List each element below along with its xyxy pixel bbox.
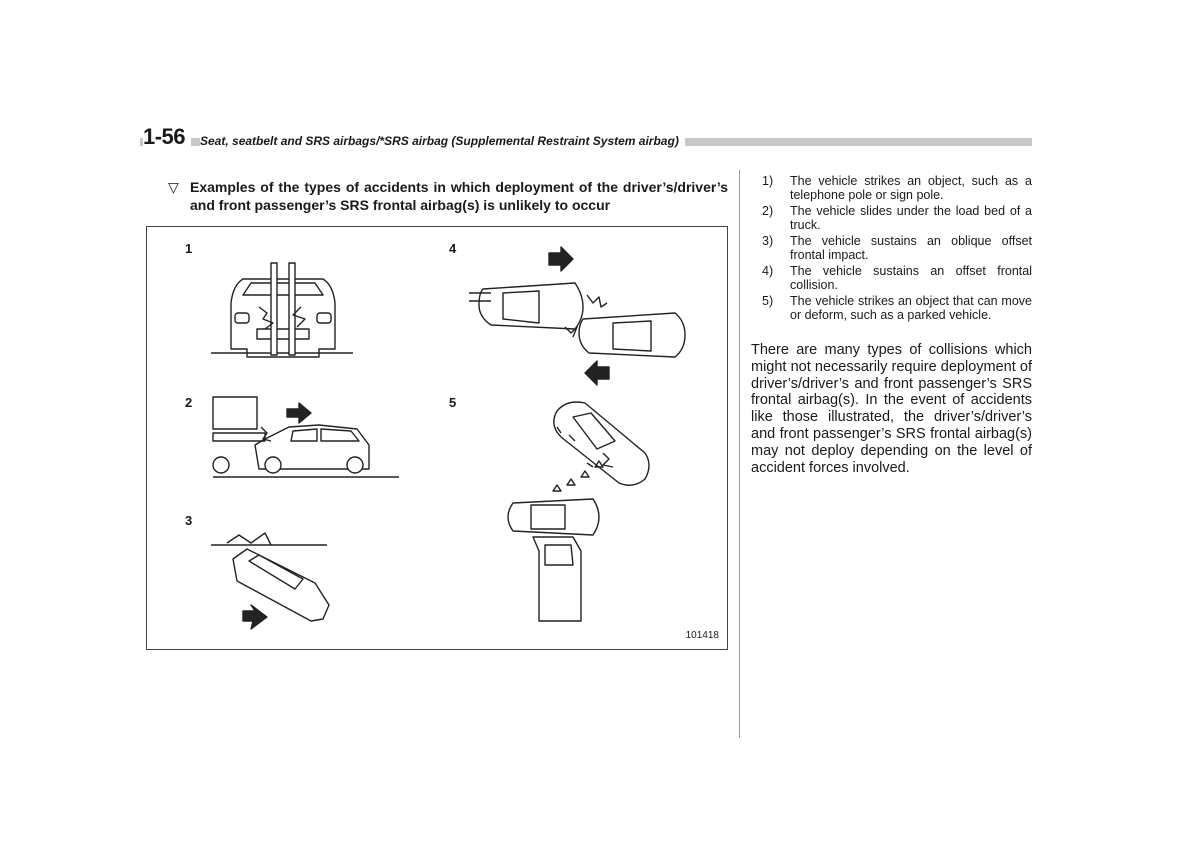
list-item [760, 294, 1032, 322]
section-heading [168, 178, 728, 214]
page-number: 1-56 [143, 124, 191, 150]
page-header-title: Seat, seatbelt and SRS airbags/*SRS airbag (Supplemental Restraint System airbag) [200, 134, 685, 148]
figure-code: 101418 [685, 630, 719, 641]
column-divider [739, 170, 740, 738]
section-heading-text: Examples of the types of accidents in which deployment of the driver’s/driver’s and front passenger’s SRS frontal airbag(s) is unlikely to occur [190, 179, 728, 213]
list-item [760, 234, 1032, 262]
list-item-number: 5) [762, 294, 774, 308]
scene-offset-collision [469, 247, 685, 385]
scene-parked-vehicle [508, 402, 649, 621]
figure-label-4: 4 [449, 241, 457, 256]
list-item-text: The vehicle sustains an oblique offset frontal impact. [790, 234, 1032, 262]
list-item-number: 4) [762, 264, 774, 278]
scene-oblique-impact [211, 533, 329, 629]
figure-label-5: 5 [449, 395, 457, 410]
list-item-text: The vehicle strikes an object, such as a telephone pole or sign pole. [790, 174, 1032, 202]
list-item-number: 3) [762, 234, 774, 248]
list-item-number: 1) [762, 174, 774, 188]
list-item-text: The vehicle slides under the load bed of a truck. [790, 204, 1032, 232]
scene-truck-underride [213, 397, 399, 477]
list-item [760, 174, 1032, 202]
accident-list [760, 174, 1032, 324]
list-item-number: 2) [762, 204, 774, 218]
accident-illustration [146, 226, 728, 650]
list-item [760, 204, 1032, 232]
list-item-text: The vehicle sustains an offset frontal collision. [790, 264, 1032, 292]
body-paragraph: There are many types of collisions which might not necessarily require deployment of driver’s/driver’s and front passenger’s SRS frontal airbag(s). In the event of accidents like those illustrated, the driver’s/driver’s and front passenger’s SRS frontal airbag(s) may not deploy depending on the level of accident forces involved. [751, 342, 1032, 476]
figure-label-1: 1 [185, 241, 193, 256]
scene-pole-impact [211, 263, 353, 357]
figure-label-3: 3 [185, 513, 193, 528]
accident-illustration-drawing [147, 227, 727, 649]
list-item [760, 264, 1032, 292]
list-item-text: The vehicle strikes an object that can move or deform, such as a parked vehicle. [790, 294, 1032, 322]
figure-label-2: 2 [185, 395, 193, 410]
triangle-down-icon: ▽ [168, 179, 179, 195]
